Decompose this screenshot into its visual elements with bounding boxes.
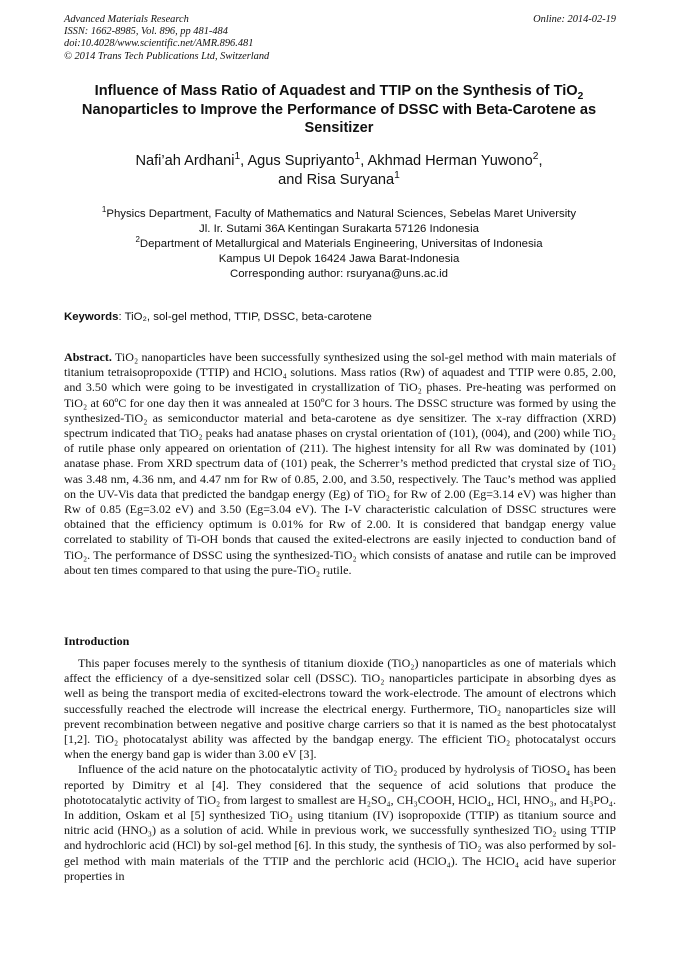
title-subscript: 2	[577, 90, 584, 102]
keywords	[64, 311, 616, 323]
abstract-label: Abstract.	[64, 350, 112, 364]
author-3: Akhmad Herman Yuwono	[367, 153, 533, 169]
author-2: Agus Supriyanto	[247, 153, 355, 169]
introduction-body	[64, 656, 616, 884]
author-list: Nafi’ah Ardhani$^1$, Agus Supriyanto$^1$, Akhmad Herman Yuwono$^2$, and Risa Suryana$^1$	[135, 151, 543, 188]
running-header	[64, 14, 616, 63]
affil-2-address: Kampus UI Depok 16424 Jawa Barat-Indonesia	[218, 253, 460, 265]
corresponding-author: Corresponding author: rsuryana@uns.ac.id	[230, 268, 448, 280]
author-4: Risa Suryana	[306, 172, 395, 188]
abstract-text: TiO₂ nanoparticles have been successfully synthesized using the sol-gel method with main materials of titanium tetraisopropoxide (TTIP) and HClO₄ solutions. Mass ratios (Rw) of aquadest and TTIP were 0.85, 2.00, and 3.50 which were going to be investigated in crystallization of TiO₂ phases. Pre-heating was performed on TiO₂ at 60ºC for one day then it was annealed at 150ºC for 3 hours. The DSSC structure was formed by using the synthesized-TiO₂ as semiconductor material and beta-carotene as dye sensitizer. The x-ray diffraction (XRD) spectrum indicated that TiO₂ peaks had anatase phases on crystal orientation of (101), (004), and (200) while TiO₂ of rutile phase only appeared on orientation of (211). The highest intensity for all Rw was dominated by (101) anatase phase. From XRD spectrum data of (101) peak, the Scherrer’s method predicted that crystal size of TiO₂ was 3.48 nm, 4.36 nm, and 4.47 nm for Rw of 0.85, 2.00, and 3.50, respectively. The Tauc’s method was applied on the UV-Vis data that predicted the bandgap energy (Eg) of TiO₂ for Rw of 2.00 (Eg=3.14 eV) was higher than Rw of 0.85 (Eg=3.02 eV) and 3.50 (Eg=3.04 eV). The I-V characteristic calculation of DSSC structures were obtained that the efficiency optimum is 0.01% for Rw of 2.00. It is considered that bandgap energy value correlated to stability of Ti-OH bonds that caused the exited-electrons are easily injected to conduction band of TiO₂. The performance of DSSC using the synthesized-TiO₂ which consists of anatase and rutile can be improved about ten times compared to that using the pure-TiO₂ rutile.	[64, 350, 616, 577]
affil-2-line: Department of Metallurgical and Materials Engineering, Universitas of Indonesia	[139, 238, 543, 250]
section-heading-introduction: Introduction	[64, 634, 130, 648]
affiliations	[60, 207, 618, 282]
affil-2-mark: 2	[135, 235, 140, 245]
paper-title	[60, 82, 618, 138]
copyright-line: © 2014 Trans Tech Publications Ltd, Switzerland	[64, 50, 270, 62]
affil-1-address: Jl. Ir. Sutami 36A Kentingan Surakarta 57126 Indonesia	[199, 223, 479, 235]
intro-paragraph-2: Influence of the acid nature on the photocatalytic activity of TiO₂ produced by hydrolysis of TiOSO₄ has been reported by Dimitry et al [4]. They considered that the sequence of acid solutions that produce the phototocatalytic activity of TiO₂ from largest to smallest are H₂SO₄, CH₃COOH, HClO₄, HCl, HNO₃, and H₃PO₄. In addition, Oskam et al [5] synthesized TiO₂ using titanium (IV) isopropoxide (TTIP) as titanium source and nitric acid (HNO₃) as a solution of acid. While in previous work, we successfully synthesized TiO₂ using TTIP and hydrochloric acid (HCl) by sol-gel method [6]. In this study, the synthesis of TiO₂ was also performed by sol-gel method with main materials of the TTIP and the perchloric acid (HClO₄). The HClO₄ acid have superior properties in	[64, 762, 616, 883]
author-3-affil: 2	[532, 151, 539, 163]
affil-1-line: Physics Department, Faculty of Mathematics and Natural Sciences, Sebelas Maret University	[106, 208, 577, 220]
journal-name: Advanced Materials Research	[64, 14, 189, 25]
keywords-label: Keywords	[64, 311, 119, 323]
intro-paragraph-1: This paper focuses merely to the synthesis of titanium dioxide (TiO₂) nanoparticles as one of materials which affect the efficiency of a dye-sensitized solar cell (DSSC). TiO₂ nanoparticles participate in absorbing dyes as well as being the transport media of excited-electrons toward the work-electrode. The amount of electrons which successfully reached the electrode will increase the electrical energy. Furthermore, TiO₂ nanoparticles size will prevent recombination between negative and positive charge carriers so that it is named as the best photocatalyst [1,2]. TiO₂ photocatalyst ability was affected by the bandgap energy. The efficient TiO₂ photocatalyst occurs when the energy band gap is wider than 3.00 eV [3].	[64, 656, 616, 762]
title-part-1: Influence of Mass Ratio of Aquadest and TTIP on the Synthesis of TiO	[94, 83, 578, 99]
online-date: Online: 2014-02-19	[533, 14, 616, 25]
keywords-text: : TiO₂, sol-gel method, TTIP, DSSC, beta-carotene	[118, 311, 372, 323]
author-2-affil: 1	[354, 151, 361, 163]
affil-1-mark: 1	[101, 205, 107, 215]
author-and: and	[278, 172, 303, 188]
author-1-affil: 1	[234, 151, 241, 163]
author-1: Nafi’ah Ardhani	[135, 153, 235, 169]
abstract	[64, 350, 616, 578]
author-4-affil: 1	[394, 170, 400, 182]
title-part-2: Nanoparticles to Improve the Performance of DSSC with Beta-Carotene as Sensitizer	[81, 101, 597, 136]
issn-line: ISSN: 1662-8985, Vol. 896, pp 481-484	[64, 26, 228, 38]
doi-line[interactable]: doi:10.4028/www.scientific.net/AMR.896.481	[64, 38, 254, 50]
